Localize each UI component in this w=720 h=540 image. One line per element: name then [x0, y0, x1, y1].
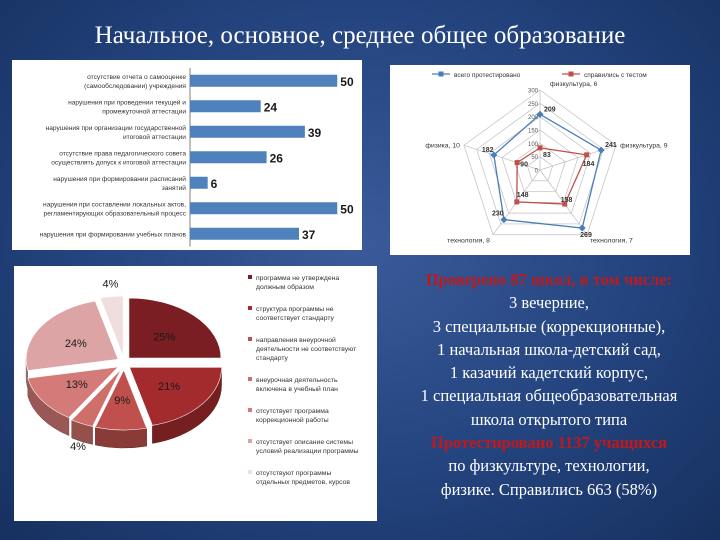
radar-point [515, 160, 520, 165]
pie-legend-swatch [248, 408, 252, 412]
radar-tick-label: 200 [527, 115, 538, 122]
pie-legend-label: стандарту [256, 355, 288, 362]
radar-data-label: 230 [491, 210, 504, 218]
pie-legend-label: отсутствуют программы [256, 470, 332, 477]
bar-category-label: нарушения при организации государственной [45, 124, 186, 132]
tested-line: по физкультуре, технологии, [448, 456, 650, 476]
bar [190, 126, 305, 138]
checked-schools-heading: Проверено 87 школ, в том числе: [425, 270, 673, 289]
test-results-radar-chart [390, 65, 690, 255]
bar-value-label: 39 [307, 125, 322, 140]
pie-legend-label: деятельности не соответствуют [256, 346, 357, 353]
radar-tick-label: 0 [534, 168, 538, 175]
bar [190, 228, 299, 240]
bar-category-label: итоговой аттестации [122, 133, 186, 141]
bar-category-label: осуществлять допуск к итоговой аттестации [51, 159, 186, 167]
pie-legend-label: отсутствует программа [256, 408, 329, 415]
bar-category-label: промежуточной аттестации [102, 108, 186, 116]
pie-slice [26, 301, 118, 370]
pie-legend-label: включена в учебный план [256, 386, 338, 393]
bar-value-label: 24 [263, 100, 278, 115]
radar-point [579, 225, 586, 232]
radar-data-label: 184 [582, 160, 595, 168]
radar-tick-label: 50 [531, 155, 538, 162]
radar-data-label: 148 [516, 191, 529, 199]
radar-point [598, 147, 605, 154]
info-line: 3 вечерние, [509, 293, 589, 313]
bar-category-label: нарушения при составлении локальных актов, [43, 201, 186, 209]
pie-legend-label: отдельных предметов, курсов [256, 479, 350, 486]
radar-data-label: 90 [520, 161, 528, 169]
tested-line: физике. Справились 663 (58%) [440, 479, 658, 499]
radar-spoke [464, 145, 540, 170]
pie-slice-label: 21% [158, 380, 181, 393]
radar-axis-label: физика, 10 [425, 142, 460, 150]
pie-legend-label: программа не утверждена [256, 275, 340, 282]
pie-legend-swatch [248, 337, 252, 341]
pie-legend-label: коррекционной работы [256, 417, 329, 424]
bar-value-label: 26 [269, 151, 283, 166]
bar [190, 100, 261, 112]
info-line: школа открытого типа [470, 409, 628, 429]
pie-legend-label: структура программы не [256, 306, 334, 313]
radar-legend-marker [569, 72, 574, 77]
bar-category-label: регламентирующих образовательный процесс [43, 210, 186, 218]
pie-legend-label: направления внеурочной [256, 337, 336, 344]
radar-point [584, 152, 589, 157]
radar-legend-label: справились с тестом [584, 72, 647, 79]
bar [190, 202, 337, 214]
info-line: 1 казачий кадетский корпус, [449, 363, 649, 383]
info-line: 3 специальные (коррекционные), [432, 316, 666, 336]
pie-legend-swatch [248, 439, 252, 443]
bar-value-label: 6 [210, 176, 218, 191]
info-line: 1 специальная общеобразовательная [420, 386, 678, 406]
radar-data-label: 158 [560, 197, 573, 205]
radar-tick-label: 250 [527, 101, 538, 108]
bar [190, 177, 208, 189]
pie-legend-swatch [248, 377, 252, 381]
violations-bar-chart [12, 60, 362, 250]
pie-legend-label: отсутствует описание системы [256, 439, 353, 446]
bar-category-label: нарушения при формировании расписаний [53, 175, 186, 183]
radar-data-label: 182 [481, 147, 494, 155]
program-issues-pie-chart [14, 266, 377, 521]
pie-slice [129, 298, 221, 358]
radar-data-label: 269 [580, 232, 592, 240]
radar-legend-label: всего протестировано [454, 72, 521, 79]
bar [190, 75, 337, 87]
pie-chart-panel [14, 266, 377, 521]
pie-slice-label: 4% [102, 278, 119, 291]
bar-category-label: нарушения при проведении текущей и [68, 99, 186, 107]
pie-slice-label: 4% [70, 440, 86, 453]
pie-legend-label: соответствует стандарту [256, 315, 334, 322]
bar-value-label: 37 [301, 227, 316, 242]
radar-data-label: 209 [544, 106, 556, 114]
radar-axis-label: технология, 7 [590, 237, 633, 245]
radar-data-label: 83 [543, 151, 551, 159]
radar-point [514, 199, 519, 204]
bar [190, 151, 267, 163]
bar-chart-panel [12, 60, 362, 250]
bar-category-label: отсутствие отчета о самооценке [87, 73, 186, 81]
pie-legend-label: условий реализации программы [256, 448, 359, 455]
tested-students-heading: Протестировано 1137 учащихся [430, 433, 668, 453]
bar-category-label: нарушения при формировании учебных планов [39, 231, 186, 239]
slide-title: Начальное, основное, среднее общее образование [94, 22, 626, 49]
radar-point [538, 145, 543, 150]
pie-legend-label: должным образом [256, 284, 314, 291]
info-text-block [388, 268, 710, 501]
radar-tick-label: 150 [527, 128, 538, 135]
radar-legend-marker [439, 72, 444, 77]
pie-slice-label: 24% [64, 338, 87, 351]
pie-legend-swatch [248, 470, 252, 474]
pie-legend-swatch [248, 306, 252, 310]
radar-axis-label: физкультура, 6 [550, 81, 598, 88]
radar-chart-panel [390, 65, 690, 255]
bar-value-label: 50 [340, 202, 354, 217]
pie-slice-label: 13% [65, 378, 88, 391]
pie-legend-swatch [248, 275, 252, 279]
pie-slice-label: 9% [114, 395, 131, 408]
bar-value-label: 50 [340, 74, 354, 89]
pie-legend-label: внеурочная деятельность [256, 377, 338, 384]
radar-tick-label: 300 [527, 88, 538, 95]
radar-axis-label: технология, 8 [447, 237, 490, 245]
radar-axis-label: физкультура, 9 [620, 142, 668, 150]
pie-slice-label: 25% [153, 331, 176, 344]
radar-tick-label: 100 [527, 141, 538, 148]
bar-category-label: (самообследовании) учреждения [84, 82, 186, 90]
bar-category-label: отсутствие права педагогического совета [59, 150, 186, 158]
info-line: 1 начальная школа-детский сад, [437, 339, 661, 359]
radar-data-label: 241 [605, 142, 617, 150]
bar-category-label: занятий [161, 184, 186, 192]
